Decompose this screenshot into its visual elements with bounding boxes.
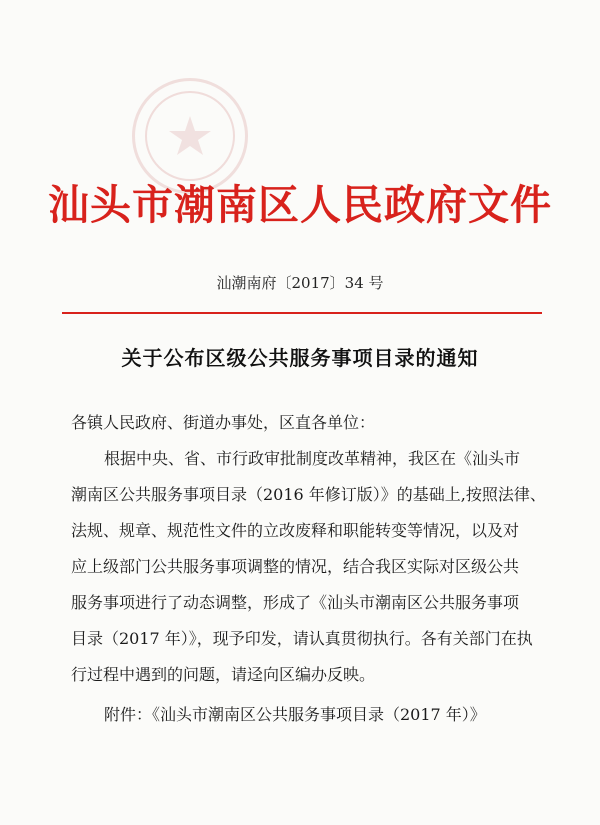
paragraph-line: 服务事项进行了动态调整，形成了《汕头市潮南区公共服务事项	[71, 593, 520, 612]
notice-title: 关于公布区级公共服务事项目录的通知	[121, 346, 479, 370]
paragraph-line: 法规、规章、规范性文件的立改废释和职能转变等情况，以及对	[71, 521, 520, 540]
attachment-line: 附件：《汕头市潮南区公共服务事项目录（2017 年）》	[104, 705, 486, 724]
paragraph-line: 根据中央、省、市行政审批制度改革精神，我区在《汕头市	[104, 449, 521, 468]
paragraph-line: 应上级部门公共服务事项调整的情况，结合我区实际对区级公共	[71, 557, 520, 576]
paragraph-line: 目录（2017 年）》，现予印发，请认真贯彻执行。各有关部门在执	[71, 629, 533, 648]
salutation: 各镇人民政府、街道办事处，区直各单位：	[71, 413, 376, 432]
paragraph-line: 潮南区公共服务事项目录（2016 年修订版）》的基础上,按照法律、	[71, 485, 546, 504]
document-title: 汕头市潮南区人民政府文件	[48, 181, 552, 229]
document-number: 汕潮南府〔2017〕34 号	[216, 274, 384, 292]
red-divider	[62, 312, 542, 314]
paragraph-line: 行过程中遇到的问题，请迳向区编办反映。	[71, 665, 376, 684]
